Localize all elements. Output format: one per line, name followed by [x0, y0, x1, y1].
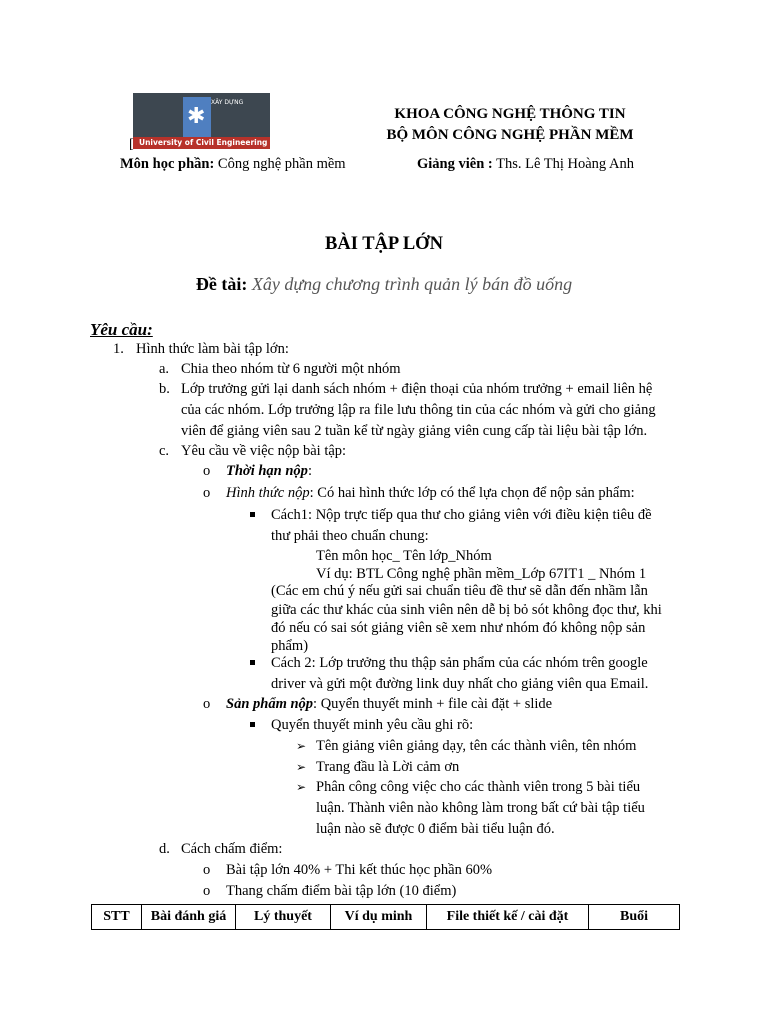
- arrow-bullet-icon: ➢: [296, 780, 307, 794]
- list-item: phẩm): [271, 638, 309, 654]
- form-text: : Có hai hình thức lớp có thể lựa chọn để nộp sản phẩm:: [309, 485, 635, 501]
- list-number: 1.: [113, 341, 124, 357]
- list-item: đó nếu có sai sót giảng viên sẽ xem như nhóm đó không nộp sản: [271, 620, 646, 636]
- square-bullet-icon: [250, 722, 255, 727]
- list-item: Trang đầu là Lời cảm ơn: [316, 759, 460, 775]
- logo-vn-text: XÂY DỰNG: [211, 99, 244, 106]
- document-title: BÀI TẬP LỚN: [325, 234, 443, 254]
- teacher-value: Ths. Lê Thị Hoàng Anh: [492, 156, 634, 172]
- arrow-bullet-icon: ➢: [296, 760, 307, 774]
- deadline-colon: :: [307, 463, 312, 479]
- topic-label: Đề tài:: [195, 274, 248, 294]
- list-item: [226, 461, 312, 481]
- list-letter: c.: [159, 443, 170, 459]
- list-item: Cách1: Nộp trực tiếp qua thư cho giảng viên với điều kiện tiêu đề: [271, 507, 652, 523]
- topic-line: [0, 274, 768, 295]
- list-item: Quyển thuyết minh yêu cầu ghi rõ:: [271, 717, 474, 733]
- list-item: [226, 694, 552, 714]
- list-item: Hình thức làm bài tập lớn:: [136, 341, 289, 357]
- list-item: Ví dụ: BTL Công nghệ phần mềm_Lớp 67IT1 _ Nhóm 1: [316, 566, 647, 582]
- form-label: Hình thức nộp: [226, 485, 310, 501]
- list-letter: a.: [159, 361, 170, 377]
- list-item: Lớp trưởng gửi lại danh sách nhóm + điện thoại của nhóm trưởng + email liên hệ: [181, 381, 653, 397]
- teacher-line: [417, 156, 634, 173]
- square-bullet-icon: [250, 660, 255, 665]
- deadline-label: Thời hạn nộp: [226, 463, 308, 479]
- list-item: driver và gửi một đường link duy nhất cho giảng viên qua Email.: [271, 676, 649, 692]
- logo-text: University of Civil Engineering: [139, 138, 268, 147]
- list-item: Yêu cầu về việc nộp bài tập:: [181, 443, 347, 459]
- circle-bullet: o: [203, 463, 211, 479]
- score-table: [91, 904, 680, 930]
- list-item: Tên giảng viên giảng dạy, tên các thành viên, tên nhóm: [316, 738, 637, 754]
- list-item: viên để giảng viên sau 2 tuần kể từ ngày giảng viên cung cấp tài liệu bài tập lớn.: [181, 423, 648, 439]
- table-header-row: [92, 905, 680, 930]
- arrow-bullet-icon: ➢: [296, 739, 307, 753]
- list-item: luận nào sẽ được 0 điểm bài tiểu luận đó.: [316, 821, 555, 837]
- list-item: Tên môn học_ Tên lớp_Nhóm: [316, 548, 492, 564]
- logo-band: [133, 137, 270, 149]
- logo-star-icon: ✱: [187, 103, 206, 128]
- department-name: BỘ MÔN CÔNG NGHỆ PHẦN MỀM: [386, 127, 634, 143]
- subject-line: [120, 156, 346, 173]
- list-item: giữa các thư khác của sinh viên nên dễ bị bỏ sót không đọc thư, khi: [271, 602, 662, 618]
- university-logo: [133, 93, 270, 149]
- topic-value: Xây dựng chương trình quản lý bán đồ uống: [247, 274, 573, 294]
- list-letter: d.: [159, 841, 170, 857]
- circle-bullet: o: [203, 696, 211, 712]
- table-header-cell: Lý thuyết: [236, 905, 331, 930]
- table-header-cell: STT: [92, 905, 142, 930]
- list-item: [226, 483, 635, 503]
- product-text: : Quyển thuyết minh + file cài đặt + slide: [313, 696, 553, 712]
- list-item: (Các em chú ý nếu gửi sai chuẩn tiêu đề thư sẽ dẫn đến nhầm lẫn: [271, 583, 648, 599]
- square-bullet-icon: [250, 512, 255, 517]
- circle-bullet: o: [203, 883, 211, 899]
- table-header-cell: Buổi: [589, 905, 680, 930]
- list-item: Phân công công việc cho các thành viên trong 5 bài tiểu: [316, 779, 641, 795]
- requirements-heading: Yêu cầu:: [90, 320, 153, 339]
- list-item: Cách 2: Lớp trưởng thu thập sản phẩm của các nhóm trên google: [271, 655, 648, 671]
- table-header-cell: Bài đánh giá: [142, 905, 236, 930]
- bracket-mark: [: [129, 137, 134, 152]
- table-header-cell: Ví dụ minh: [331, 905, 427, 930]
- circle-bullet: o: [203, 862, 211, 878]
- subject-value: Công nghệ phần mềm: [214, 156, 346, 172]
- teacher-label: Giảng viên :: [417, 156, 493, 172]
- list-item: Chia theo nhóm từ 6 người một nhóm: [181, 361, 401, 377]
- table-header-cell: File thiết kế / cài đặt: [427, 905, 589, 930]
- list-item: Thang chấm điểm bài tập lớn (10 điểm): [226, 883, 457, 899]
- list-item: Bài tập lớn 40% + Thi kết thúc học phần 60%: [226, 862, 493, 878]
- list-item: thư phải theo chuẩn chung:: [271, 528, 429, 544]
- list-item: của các nhóm. Lớp trưởng lập ra file lưu thông tin của các nhóm và gửi cho giảng: [181, 402, 656, 418]
- product-label: Sản phẩm nộp: [226, 696, 314, 712]
- faculty-heading: [330, 104, 690, 146]
- faculty-name: KHOA CÔNG NGHỆ THÔNG TIN: [394, 106, 626, 122]
- list-letter: b.: [159, 381, 170, 397]
- circle-bullet: o: [203, 485, 211, 501]
- subject-label: Môn học phần:: [120, 156, 215, 172]
- list-item: Cách chấm điểm:: [181, 841, 283, 857]
- list-item: luận. Thành viên nào không làm trong bất cứ bài tập tiểu: [316, 800, 645, 816]
